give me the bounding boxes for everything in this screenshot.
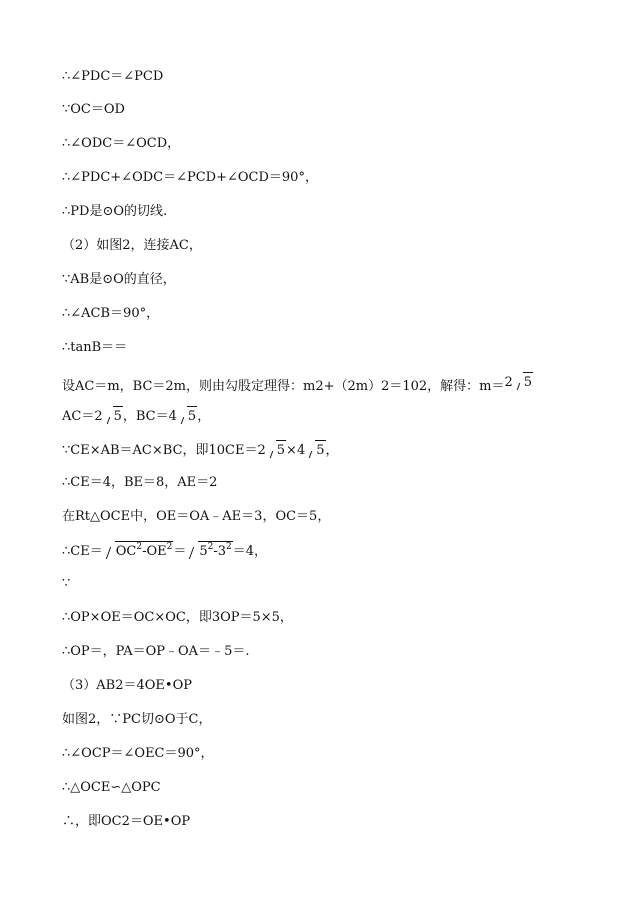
text-line-4: ∴∠PDC+∠ODC＝∠PCD+∠OCD＝90°， — [62, 170, 318, 185]
coefficient: 2 — [504, 375, 513, 390]
square-root — [187, 541, 232, 561]
text-segment: 设AC＝m，BC＝2m，则由勾股定理得：m2+（2m）2＝102，解得：m＝ — [62, 379, 505, 394]
text-line-16: ∵ — [62, 576, 71, 591]
text-line-19: （3）AB2＝4OE•OP — [62, 678, 192, 693]
text-line-14: 在Rt△OCE中，OE＝OA﹣AE＝3，OC＝5， — [62, 509, 331, 524]
text-segment: ＝ — [173, 544, 187, 559]
text-line-23: ∴，即OC2＝OE•OP — [62, 814, 191, 829]
square-root — [104, 406, 123, 426]
text-line-6: （2）如图2，连接AC， — [62, 238, 202, 253]
radicand: 5 — [523, 372, 533, 392]
text-line-9: ∴tanB＝＝ — [62, 340, 128, 355]
text-line-7: ∵AB是⊙O的直径， — [62, 272, 176, 287]
radicand: 5 — [113, 406, 123, 426]
text-line-10 — [62, 372, 533, 396]
square-root — [514, 372, 533, 392]
text-line-12 — [62, 440, 339, 460]
text-line-5: ∴PD是⊙O的切线. — [62, 204, 168, 219]
radicand: 5 — [315, 440, 325, 460]
square-root — [306, 440, 325, 460]
radicand: 5 — [276, 440, 286, 460]
text-line-1: ∴∠PDC＝∠PCD — [62, 69, 164, 84]
text-line-13: ∴CE＝4，BE＝8，AE＝2 — [62, 475, 218, 490]
text-segment: ， — [325, 443, 339, 458]
square-root — [104, 541, 174, 561]
text-segment: ， — [197, 409, 211, 424]
text-segment: ∵CE×AB＝AC×BC，即10CE＝2 — [62, 443, 266, 458]
text-line-15 — [62, 541, 267, 561]
text-line-18: ∴OP＝，PA＝OP﹣OA＝﹣5＝. — [62, 644, 250, 659]
square-root — [267, 440, 286, 460]
radicand: $OC^2-OE^2$ — [115, 542, 173, 559]
radicand: 5 — [187, 406, 197, 426]
text-line-2: ∵OC＝OD — [62, 102, 125, 117]
radicand: $5^2-3^2$ — [199, 542, 232, 559]
text-segment: ×4 — [286, 443, 306, 458]
text-line-20: 如图2，∵PC切⊙O于C， — [62, 712, 212, 727]
text-segment: ∴CE＝ — [62, 544, 103, 559]
text-line-17: ∴OP×OE＝OC×OC，即3OP＝5×5， — [62, 610, 293, 625]
text-segment: ，BC＝4 — [122, 409, 177, 424]
text-line-8: ∴∠ACB＝90°， — [62, 306, 160, 321]
text-line-11 — [62, 406, 210, 426]
text-line-22: ∴△OCE∽△OPC — [62, 780, 161, 795]
text-line-21: ∴∠OCP＝∠OEC＝90°， — [62, 746, 214, 761]
text-line-3: ∴∠ODC＝∠OCD， — [62, 136, 181, 151]
square-root — [178, 406, 197, 426]
text-segment: ＝4， — [232, 544, 268, 559]
text-segment: AC＝2 — [62, 409, 103, 424]
